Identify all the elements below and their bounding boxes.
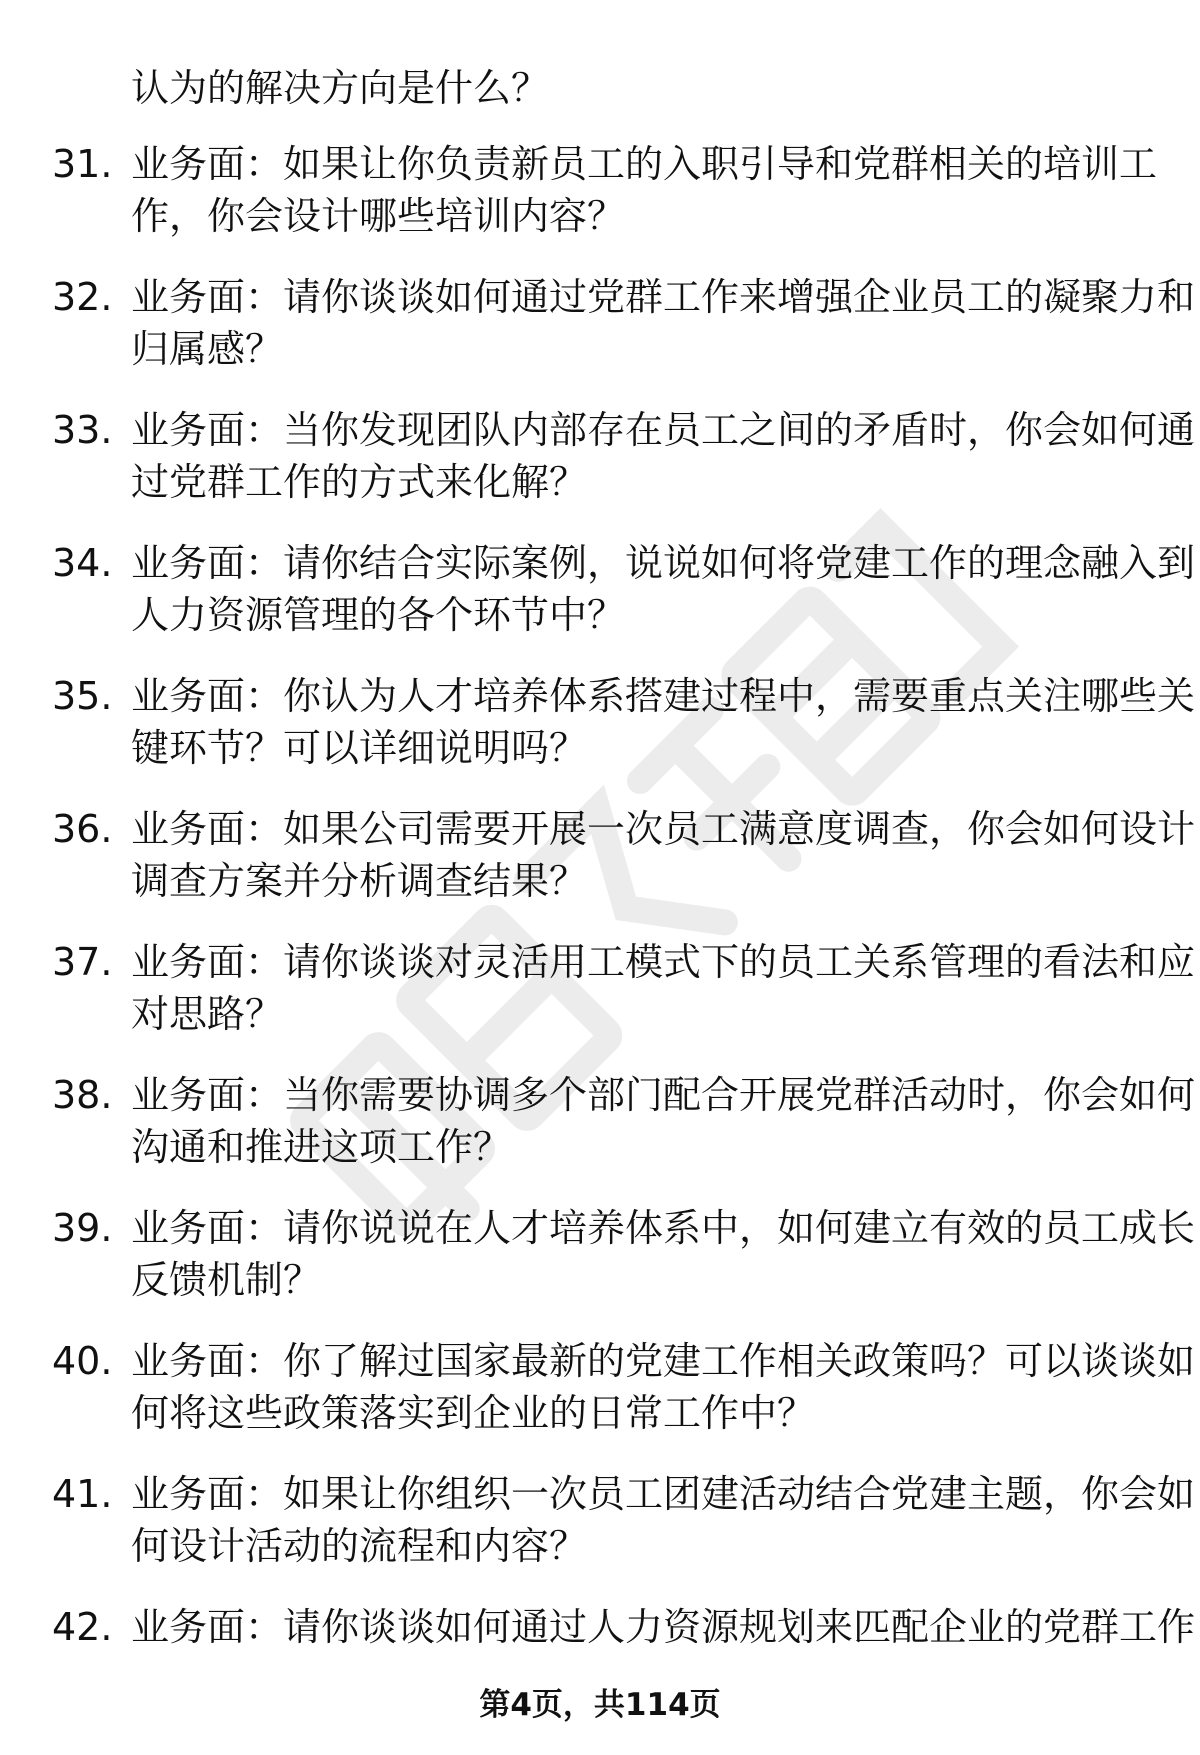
- item-line: 业务面：请你说说在人才培养体系中，如何建立有效的员工成长: [131, 1206, 1196, 1250]
- item-line: 业务面：请你谈谈对灵活用工模式下的员工关系管理的看法和应: [131, 940, 1196, 984]
- item-number: 32.: [52, 275, 113, 319]
- item-line: 业务面：如果公司需要开展一次员工满意度调查，你会如何设计: [131, 807, 1196, 851]
- list-item: [0, 936, 1200, 1069]
- item-text: [131, 138, 1158, 242]
- item-text: [131, 1202, 1196, 1306]
- item-number: 31.: [52, 142, 113, 186]
- list-item: [0, 138, 1200, 271]
- item-text: [131, 1335, 1196, 1439]
- item-line: 人力资源管理的各个环节中？: [131, 593, 626, 637]
- item-number: 38.: [52, 1073, 113, 1117]
- page-footer: 第4页，共114页: [479, 1687, 721, 1723]
- item-line: 何将这些政策落实到企业的日常工作中？: [131, 1391, 816, 1435]
- item-line: 业务面：你了解过国家最新的党建工作相关政策吗？可以谈谈如: [131, 1339, 1196, 1383]
- item-line: 业务面：请你谈谈如何通过人力资源规划来匹配企业的党群工作: [131, 1605, 1196, 1649]
- list-item: [0, 1202, 1200, 1335]
- item-line: 调查方案并分析调查结果？: [131, 859, 588, 903]
- list-item: [0, 670, 1200, 803]
- item-line: 业务面：当你发现团队内部存在员工之间的矛盾时，你会如何通: [131, 408, 1196, 452]
- item-text: [131, 936, 1196, 1040]
- continuation-text: 认为的解决方向是什么？: [131, 66, 550, 110]
- item-line: 作，你会设计哪些培训内容？: [131, 194, 626, 238]
- item-number: 35.: [52, 674, 113, 718]
- item-line: 业务面：请你结合实际案例，说说如何将党建工作的理念融入到: [131, 541, 1196, 585]
- item-number: 41.: [52, 1472, 113, 1516]
- item-line: 业务面：如果让你负责新员工的入职引导和党群相关的培训工: [131, 142, 1158, 186]
- item-number: 40.: [52, 1339, 113, 1383]
- list-item: [0, 404, 1200, 537]
- item-number: 39.: [52, 1206, 113, 1250]
- item-text: [131, 537, 1196, 641]
- item-number: 34.: [52, 541, 113, 585]
- item-line: 何设计活动的流程和内容？: [131, 1524, 588, 1568]
- item-line: 业务面：如果让你组织一次员工团建活动结合党建主题，你会如: [131, 1472, 1196, 1516]
- item-line: 业务面：你认为人才培养体系搭建过程中，需要重点关注哪些关: [131, 674, 1196, 718]
- item-text: [131, 803, 1196, 907]
- list-item: [0, 271, 1200, 404]
- item-text: [131, 1069, 1196, 1173]
- item-line: 反馈机制？: [131, 1258, 322, 1302]
- list-item: [0, 1468, 1200, 1601]
- item-line: 业务面：当你需要协调多个部门配合开展党群活动时，你会如何: [131, 1073, 1196, 1117]
- item-number: 42.: [52, 1605, 113, 1649]
- question-list: [0, 138, 1200, 1734]
- list-item: [0, 1069, 1200, 1202]
- list-item: [0, 803, 1200, 936]
- item-text: [131, 271, 1196, 375]
- item-line: 归属感？: [131, 327, 284, 371]
- item-line: 过党群工作的方式来化解？: [131, 460, 588, 504]
- item-number: 36.: [52, 807, 113, 851]
- item-line: 对思路？: [131, 992, 284, 1036]
- item-number: 37.: [52, 940, 113, 984]
- item-number: 33.: [52, 408, 113, 452]
- list-item: [0, 1335, 1200, 1468]
- item-line: 沟通和推进这项工作？: [131, 1125, 512, 1169]
- item-text: [131, 670, 1196, 774]
- item-text: [131, 1468, 1196, 1572]
- item-line: 业务面：请你谈谈如何通过党群工作来增强企业员工的凝聚力和: [131, 275, 1196, 319]
- item-text: [131, 404, 1196, 508]
- list-item: [0, 537, 1200, 670]
- item-text: [131, 1601, 1196, 1653]
- item-line: 键环节？可以详细说明吗？: [131, 726, 588, 770]
